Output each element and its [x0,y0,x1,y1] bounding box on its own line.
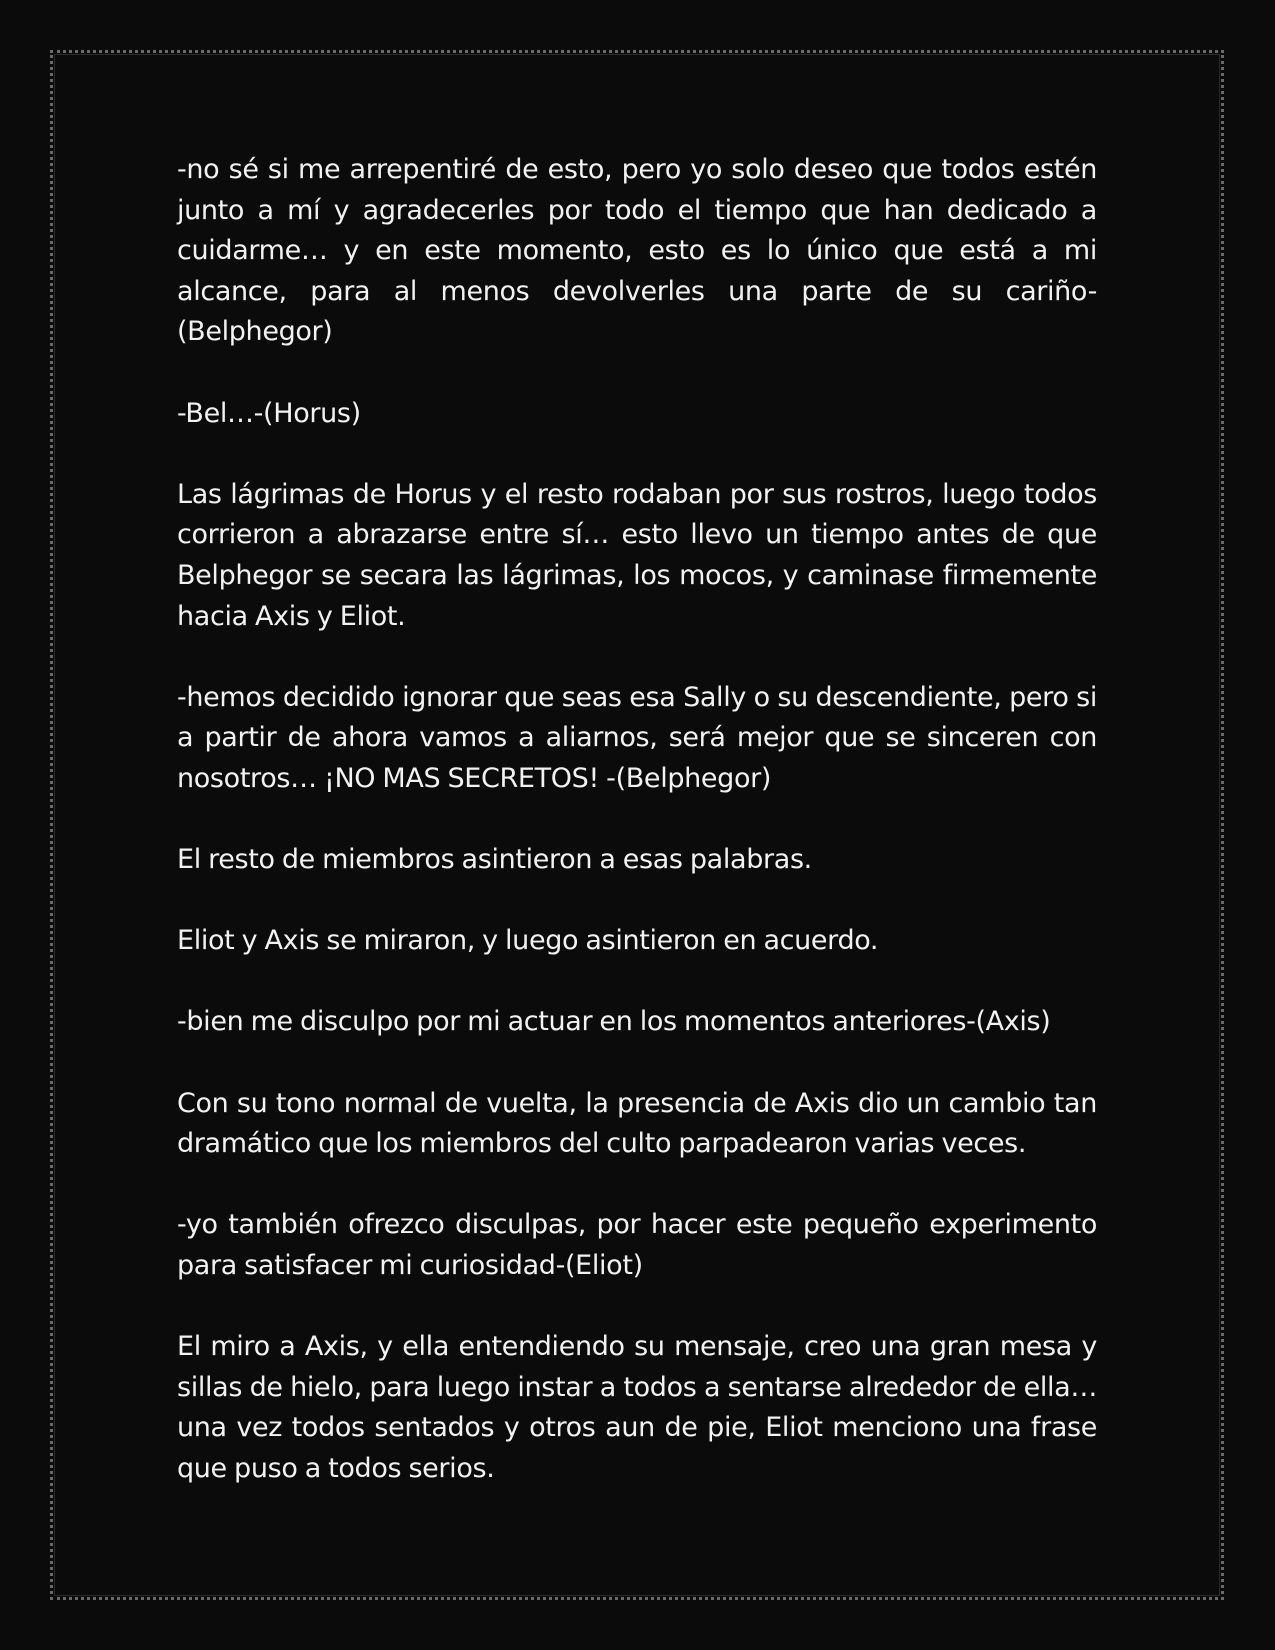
paragraph: -Bel…-(Horus) [177,397,361,429]
paragraph: Con su tono normal de vuelta, la presencia de Axis dio un cambio tan dramático que los miembros del culto parpadearon varias veces. [177,1087,1097,1160]
paragraph: El miro a Axis, y ella entendiendo su mensaje, creo una gran mesa y sillas de hielo, para luego instar a todos a sentarse alrededor de ella… una vez todos sentados y otros aun de pie, Eliot menciono una frase que puso a todos serios. [177,1331,1097,1484]
paragraph: Eliot y Axis se miraron, y luego asintieron en acuerdo. [177,925,879,957]
paragraph: -hemos decidido ignorar que seas esa Sally o su descendiente, pero si a partir de ahora vamos a aliarnos, será mejor que se sinceren con nosotros… ¡NO MAS SECRETOS! -(Belphegor) [177,681,1097,794]
paragraph: -no sé si me arrepentiré de esto, pero yo solo deseo que todos estén junto a mí y agradecerles por todo el tiempo que han dedicado a cuidarme… y en este momento, esto es lo único que está a mi alcance, para al menos devolverles una parte de su cariño-(Belphegor) [177,154,1097,348]
paragraph: -yo también ofrezco disculpas, por hacer este pequeño experimento para satisfacer mi curiosidad-(Eliot) [177,1209,1097,1282]
paragraph: El resto de miembros asintieron a esas palabras. [177,844,812,876]
story-text [177,150,1097,1490]
paragraph: Las lágrimas de Horus y el resto rodaban por sus rostros, luego todos corrieron a abrazarse entre sí… esto llevo un tiempo antes de que Belphegor se secara las lágrimas, los mocos, y caminase firmemente hacia Axis y Eliot. [177,478,1097,632]
paragraph: -bien me disculpo por mi actuar en los momentos anteriores-(Axis) [177,1006,1051,1038]
